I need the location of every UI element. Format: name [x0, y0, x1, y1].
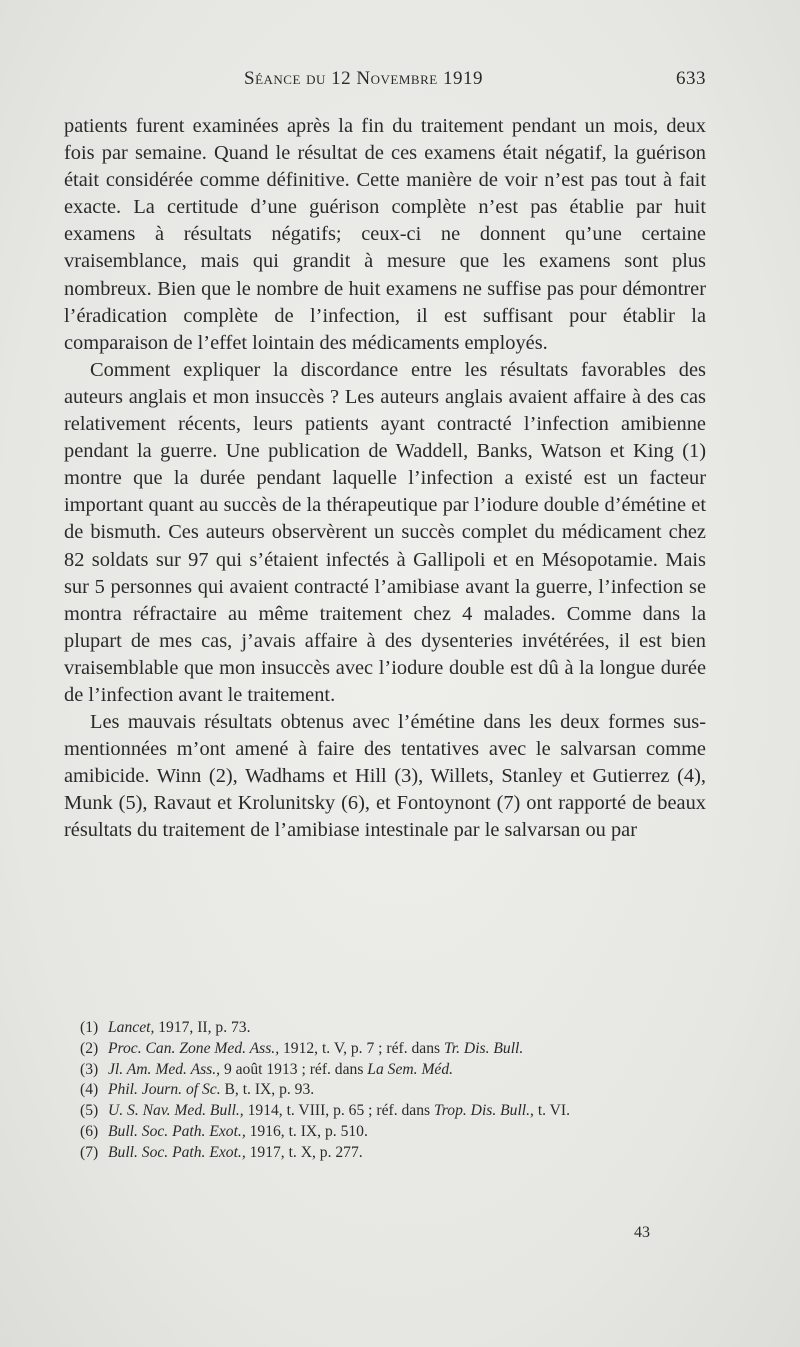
- footnotes: [80, 1018, 706, 1164]
- paragraph: Les mauvais résultats obtenus avec l’émétine dans les deux formes sus-mentionnées m’ont amené à faire des tentatives avec le salvarsan comme amibicide. Winn (2), Wadhams et Hill (3), Willets, Stanley et Gutierrez (4), Munk (5), Ravaut et Krolunitsky (6), et Fontoynont (7) ont rapporté de beaux résultats du traitement de l’amibiase intestinale par le salvarsan ou par: [64, 711, 706, 842]
- header-title: Séance du 12 Novembre 1919: [244, 68, 483, 89]
- footnote: (6) Bull. Soc. Path. Exot., 1916, t. IX, p. 510.: [80, 1122, 368, 1140]
- footnote: (4) Phil. Journ. of Sc. B, t. IX, p. 93.: [80, 1081, 315, 1099]
- running-header: [64, 68, 706, 98]
- footnote: (2) Proc. Can. Zone Med. Ass., 1912, t. V, p. 7 ; réf. dans Tr. Dis. Bull.: [80, 1039, 524, 1057]
- signature-mark: 43: [634, 1224, 650, 1241]
- footnote: (1) Lancet, 1917, II, p. 73.: [80, 1019, 251, 1036]
- paragraph: Comment expliquer la discordance entre les résultats favorables des auteurs anglais et mon insuccès ? Les auteurs anglais avaient affaire à des cas relativement récents, leurs patients ayant contracté l’infection amibienne pendant la guerre. Une publication de Waddell, Banks, Watson et King (1) montre que la durée pendant laquelle l’infection a existé est un facteur important quant au succès de la thérapeutique par l’iodure double d’émétine et de bismuth. Ces auteurs observèrent un succès complet du médicament chez 82 soldats sur 97 qui s’étaient infectés à Gallipoli et en Mésopotamie. Mais sur 5 personnes qui avaient contracté l’amibiase avant la guerre, l’infection se montra réfractaire au même traitement chez 4 malades. Comme dans la plupart de mes cas, j’avais affaire à des dysenteries invétérées, il est bien vraisemblable que mon insuccès avec l’iodure double est dû à la longue durée de l’infection avant le traitement.: [64, 358, 706, 706]
- footnote: (3) Jl. Am. Med. Ass., 9 août 1913 ; réf. dans La Sem. Méd.: [80, 1060, 454, 1078]
- page-number: 633: [676, 68, 706, 89]
- body-text: [64, 113, 706, 845]
- footnote: (7) Bull. Soc. Path. Exot., 1917, t. X, p. 277.: [80, 1143, 363, 1161]
- footnote: (5) U. S. Nav. Med. Bull., 1914, t. VIII, p. 65 ; réf. dans Trop. Dis. Bull., t. VI.: [80, 1102, 571, 1120]
- paragraph: patients furent examinées après la fin du traitement pendant un mois, deux fois par semaine. Quand le résultat de ces examens était négatif, la guérison était considérée comme définitive. Cette manière de voir n’est pas tout à fait exacte. La certitude d’une guérison complète n’est pas établie par huit examens à résultats négatifs; ceux-ci ne donnent qu’une certaine vraisemblance, mais qui grandit à mesure que les examens sont plus nombreux. Bien que le nombre de huit examens ne suffise pas pour démontrer l’éradication complète de l’infection, il est suffisant pour établir la comparaison de l’effet lointain des médicaments employés.: [64, 115, 706, 354]
